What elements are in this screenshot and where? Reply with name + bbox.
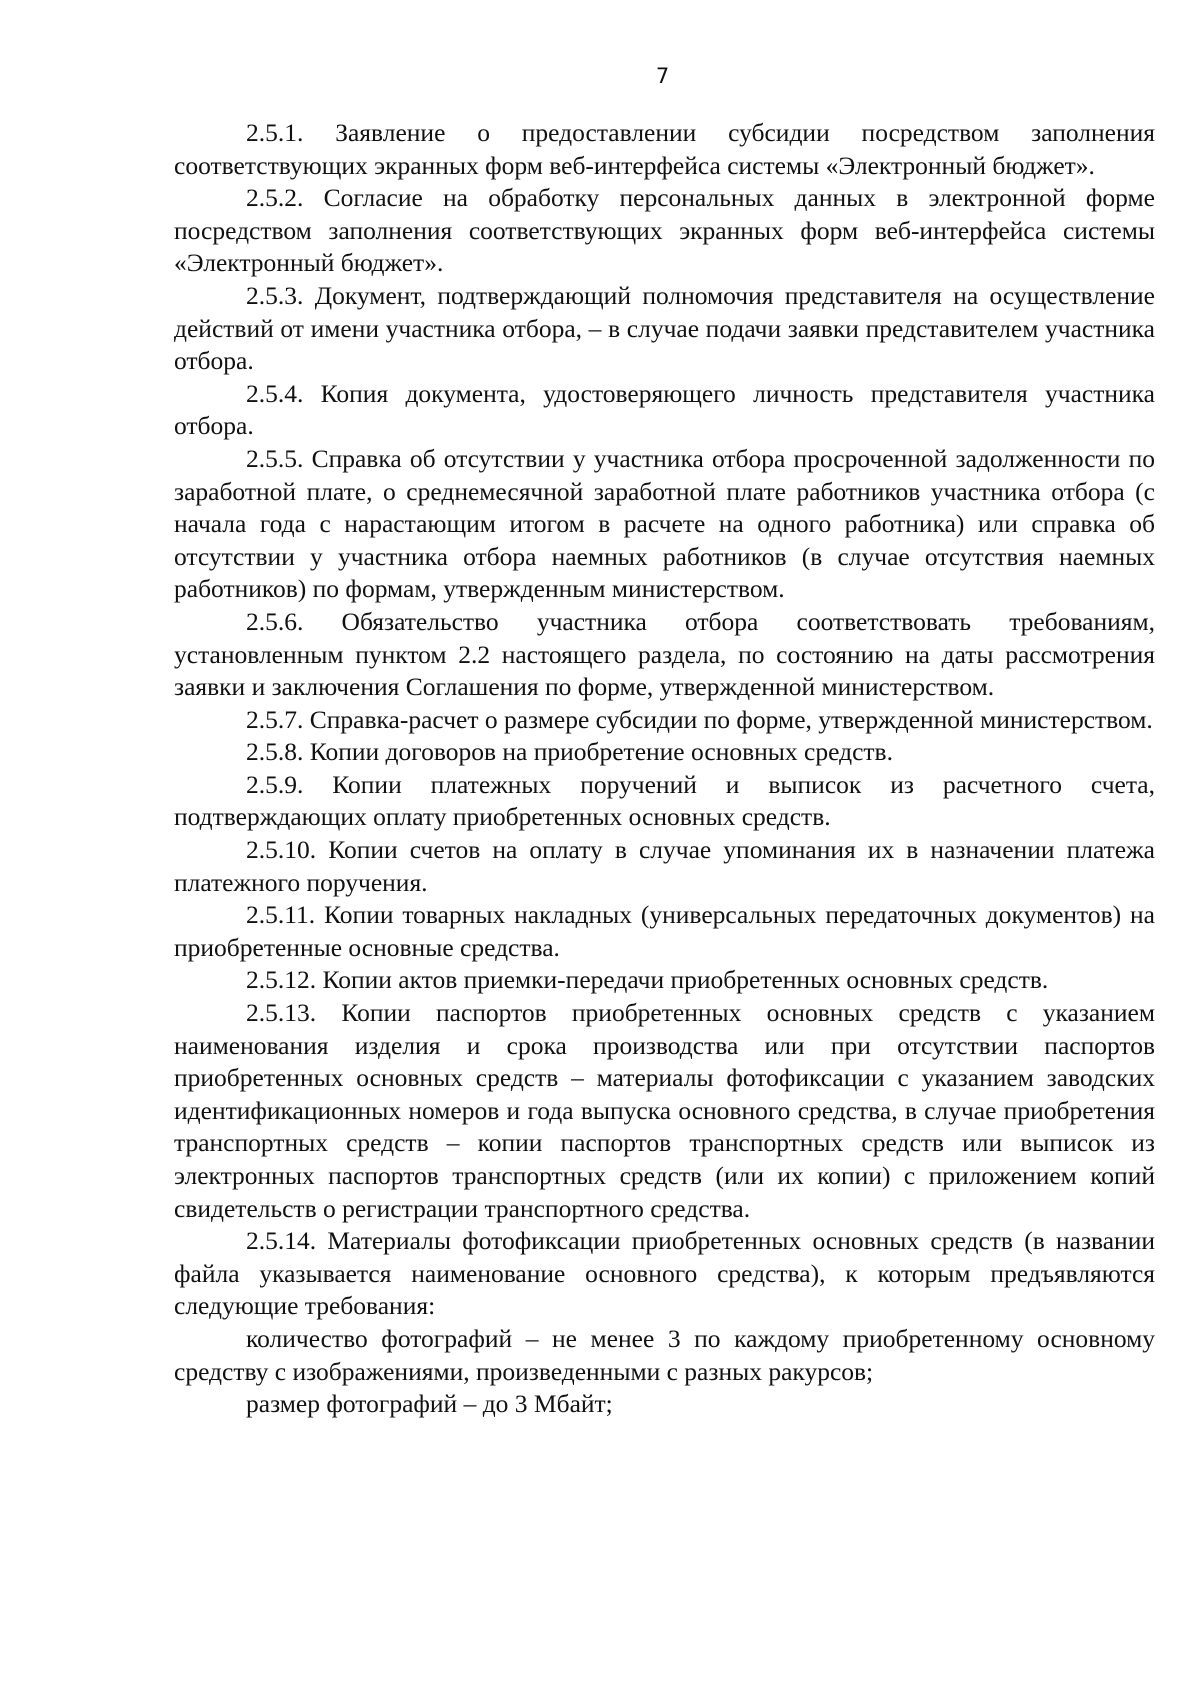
paragraph-2-5-4: 2.5.4. Копия документа, удостоверяющего личность представителя участника отбора. xyxy=(174,378,1155,441)
paragraph-2-5-2: 2.5.2. Согласие на обработку персональных данных в электронной форме посредством заполнения соответствующих экранных форм веб-интерфейса системы «Электронный бюджет». xyxy=(174,183,1155,278)
paragraph-2-5-14: 2.5.14. Материалы фотофиксации приобретенных основных средств (в названии файла указывается наименование основного средства), к которым предъявляются следующие требования: xyxy=(174,1226,1155,1321)
paragraph-2-5-12: 2.5.12. Копии актов приемки-передачи приобретенных основных средств. xyxy=(246,965,1049,995)
paragraph-2-5-7: 2.5.7. Справка-расчет о размере субсидии по форме, утвержденной министерством. xyxy=(246,704,1153,734)
paragraph-2-5-13: 2.5.13. Копии паспортов приобретенных основных средств с указанием наименования изделия и срока производства или при отсутствии паспортов приобретенных основных средств – материалы фотофиксации с указанием заводских идентификационных номеров и года выпуска основного средства, в случае приобретения транспортных средств – копии паспортов транспортных средств или выписок из электронных паспортов транспортных средств (или их копии) с приложением копий свидетельств о регистрации транспортного средства. xyxy=(174,998,1155,1223)
paragraph-2-5-6: 2.5.6. Обязательство участника отбора соответствовать требованиям, установленным пунктом 2.2 настоящего раздела, по состоянию на даты рассмотрения заявки и заключения Соглашения по форме, утвержденной министерством. xyxy=(174,606,1155,702)
paragraph-2-5-11: 2.5.11. Копии товарных накладных (универсальных передаточных документов) на приобретенные основные средства. xyxy=(174,900,1155,962)
requirement-photo-size: размер фотографий – до 3 Мбайт; xyxy=(246,1389,613,1419)
page-number: 7 xyxy=(655,64,670,88)
requirement-photo-count: количество фотографий – не менее 3 по каждому приобретенному основному средству с изображениями, произведенными с разных ракурсов; xyxy=(174,1323,1155,1386)
paragraph-2-5-5: 2.5.5. Справка об отсутствии у участника отбора просроченной задолженности по заработной плате, о среднемесячной заработной плате работников участника отбора (с начала года с нарастающим итогом в расчете на одного работника) или справка об отсутствии у участника отбора наемных работников (в случае отсутствия наемных работников) по формам, утвержденным министерством. xyxy=(174,443,1155,604)
paragraph-2-5-3: 2.5.3. Документ, подтверждающий полномочия представителя на осуществление действий от имени участника отбора, – в случае подачи заявки представителем участника отбора. xyxy=(174,280,1155,376)
paragraph-2-5-10: 2.5.10. Копии счетов на оплату в случае упоминания их в назначении платежа платежного поручения. xyxy=(174,835,1155,897)
paragraph-2-5-1: 2.5.1. Заявление о предоставлении субсидии посредством заполнения соответствующих экранных форм веб-интерфейса системы «Электронный бюджет». xyxy=(174,118,1155,180)
document-body xyxy=(174,117,1155,1421)
paragraph-2-5-9: 2.5.9. Копии платежных поручений и выписок из расчетного счета, подтверждающих оплату приобретенных основных средств. xyxy=(174,769,1155,832)
paragraph-2-5-8: 2.5.8. Копии договоров на приобретение основных средств. xyxy=(246,737,893,767)
